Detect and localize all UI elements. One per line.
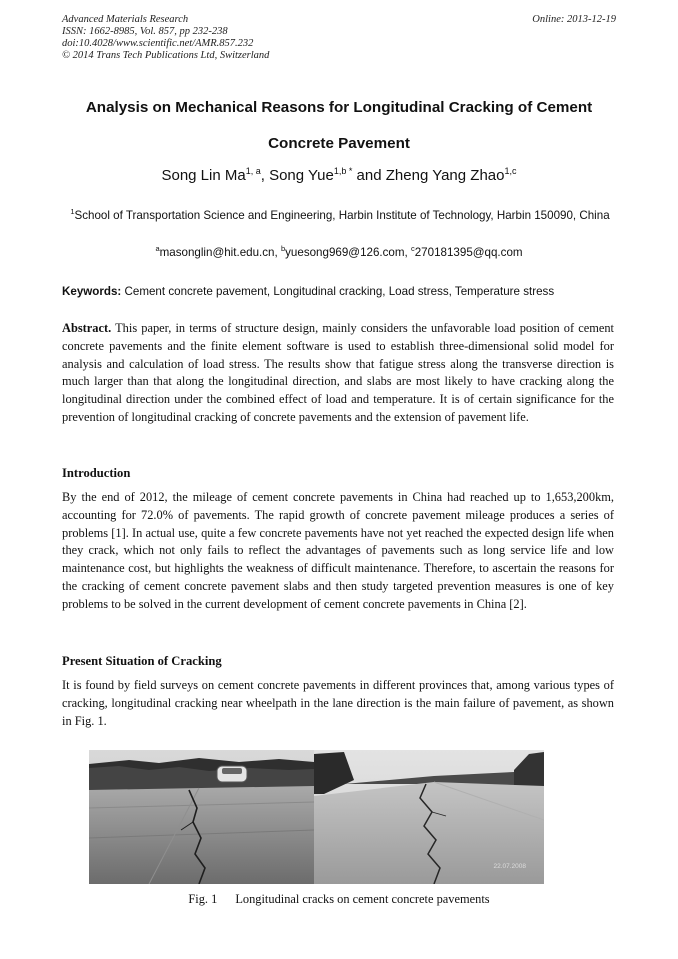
abstract-label: Abstract. xyxy=(62,321,112,335)
copyright-line: © 2014 Trans Tech Publications Ltd, Switzerland xyxy=(62,50,270,61)
pavement-photo-right xyxy=(314,750,544,884)
author-sup: 1,b * xyxy=(333,166,353,176)
affiliation xyxy=(60,203,620,224)
email-sup: b xyxy=(280,244,286,253)
figure-1 xyxy=(89,750,544,884)
keywords-label: Keywords: xyxy=(62,285,122,298)
author-separator: and xyxy=(352,167,386,184)
journal-header xyxy=(62,14,269,62)
caption-label: Fig. 1 xyxy=(188,892,218,906)
pavement-photo-left xyxy=(89,750,314,884)
abstract xyxy=(62,320,614,427)
author-list xyxy=(40,166,638,184)
email-link[interactable]: masonglin@hit.edu.cn, xyxy=(159,245,281,259)
email-sup: a xyxy=(155,244,160,253)
paper-title xyxy=(40,90,638,162)
abstract-text: This paper, in terms of structure design, mainly considers the unfavorable load position of cement concrete pavements and the finite element software is used to establish three-dimensional solid model for analysis and calculation of load stress. The results show that fatigue stress along the transverse direction is much larger than that along the longitudinal direction, and slabs are most likely to have cracking along the longitudinal direction under the combined effect of load and temperature. It is of certain significance for the prevention of longitudinal cracking of concrete pavements and the extension of pavement life. xyxy=(62,321,614,424)
keywords xyxy=(62,285,618,298)
affiliation-sup: 1 xyxy=(70,207,75,216)
figure-caption xyxy=(40,892,638,907)
author-separator: , xyxy=(260,167,270,184)
keywords-text: Cement concrete pavement, Longitudinal cracking, Load stress, Temperature stress xyxy=(121,285,555,298)
author-emails xyxy=(40,244,638,259)
author-sup: 1, a xyxy=(245,166,261,176)
affiliation-text: School of Transportation Science and Engineering, Harbin Institute of Technology, Harbin 150090, China xyxy=(74,208,610,222)
introduction-paragraph: By the end of 2012, the mileage of cement concrete pavements in China had reached up to 1,653,200km, accounting for 72.0% of pavements. The rapid growth of concrete pavement mileage produces a series of problems [1]. In actual use, quite a few concrete pavements have not yet reached the expected design life when they crack, which not only fails to reflect the advantages of pavements such as long service life and low maintenance cost, but highlights the weakness of difficult maintenance. Therefore, to ascertain the reasons for the cracking of cement concrete pavement slabs and then study targeted prevention measures is one of key problems to be solved in the current development of cement concrete pavements in China [2]. xyxy=(62,490,614,611)
section-heading-introduction: Introduction xyxy=(62,466,131,480)
title-line-1: Analysis on Mechanical Reasons for Longitudinal Cracking of Cement xyxy=(85,99,593,116)
section-heading-present-situation: Present Situation of Cracking xyxy=(62,654,222,668)
author-name: Song Lin Ma xyxy=(161,167,246,184)
author-name: Zheng Yang Zhao xyxy=(385,167,505,184)
author-sup: 1,c xyxy=(504,166,517,176)
photo-date-stamp: 22.07.2008 xyxy=(493,863,526,870)
present-situation-paragraph: It is found by field surveys on cement concrete pavements in different provinces that, among various types of cracking, longitudinal cracking near wheelpath in the lane direction is the main failure of pavement, as shown in Fig. 1. xyxy=(62,678,614,728)
online-date: Online: 2013-12-19 xyxy=(532,14,616,25)
email-sup: c xyxy=(410,244,415,253)
doi-line: doi:10.4028/www.scientific.net/AMR.857.232 xyxy=(62,38,254,49)
journal-name: Advanced Materials Research xyxy=(62,14,189,25)
title-line-2: Concrete Pavement xyxy=(268,135,410,152)
email-link[interactable]: yuesong969@126.com, xyxy=(285,245,411,259)
author-name: Song Yue xyxy=(269,167,334,184)
issn-line: ISSN: 1662-8985, Vol. 857, pp 232-238 xyxy=(62,26,228,37)
email-link[interactable]: 270181395@qq.com xyxy=(414,245,523,259)
caption-text: Longitudinal cracks on cement concrete pavements xyxy=(235,892,490,906)
